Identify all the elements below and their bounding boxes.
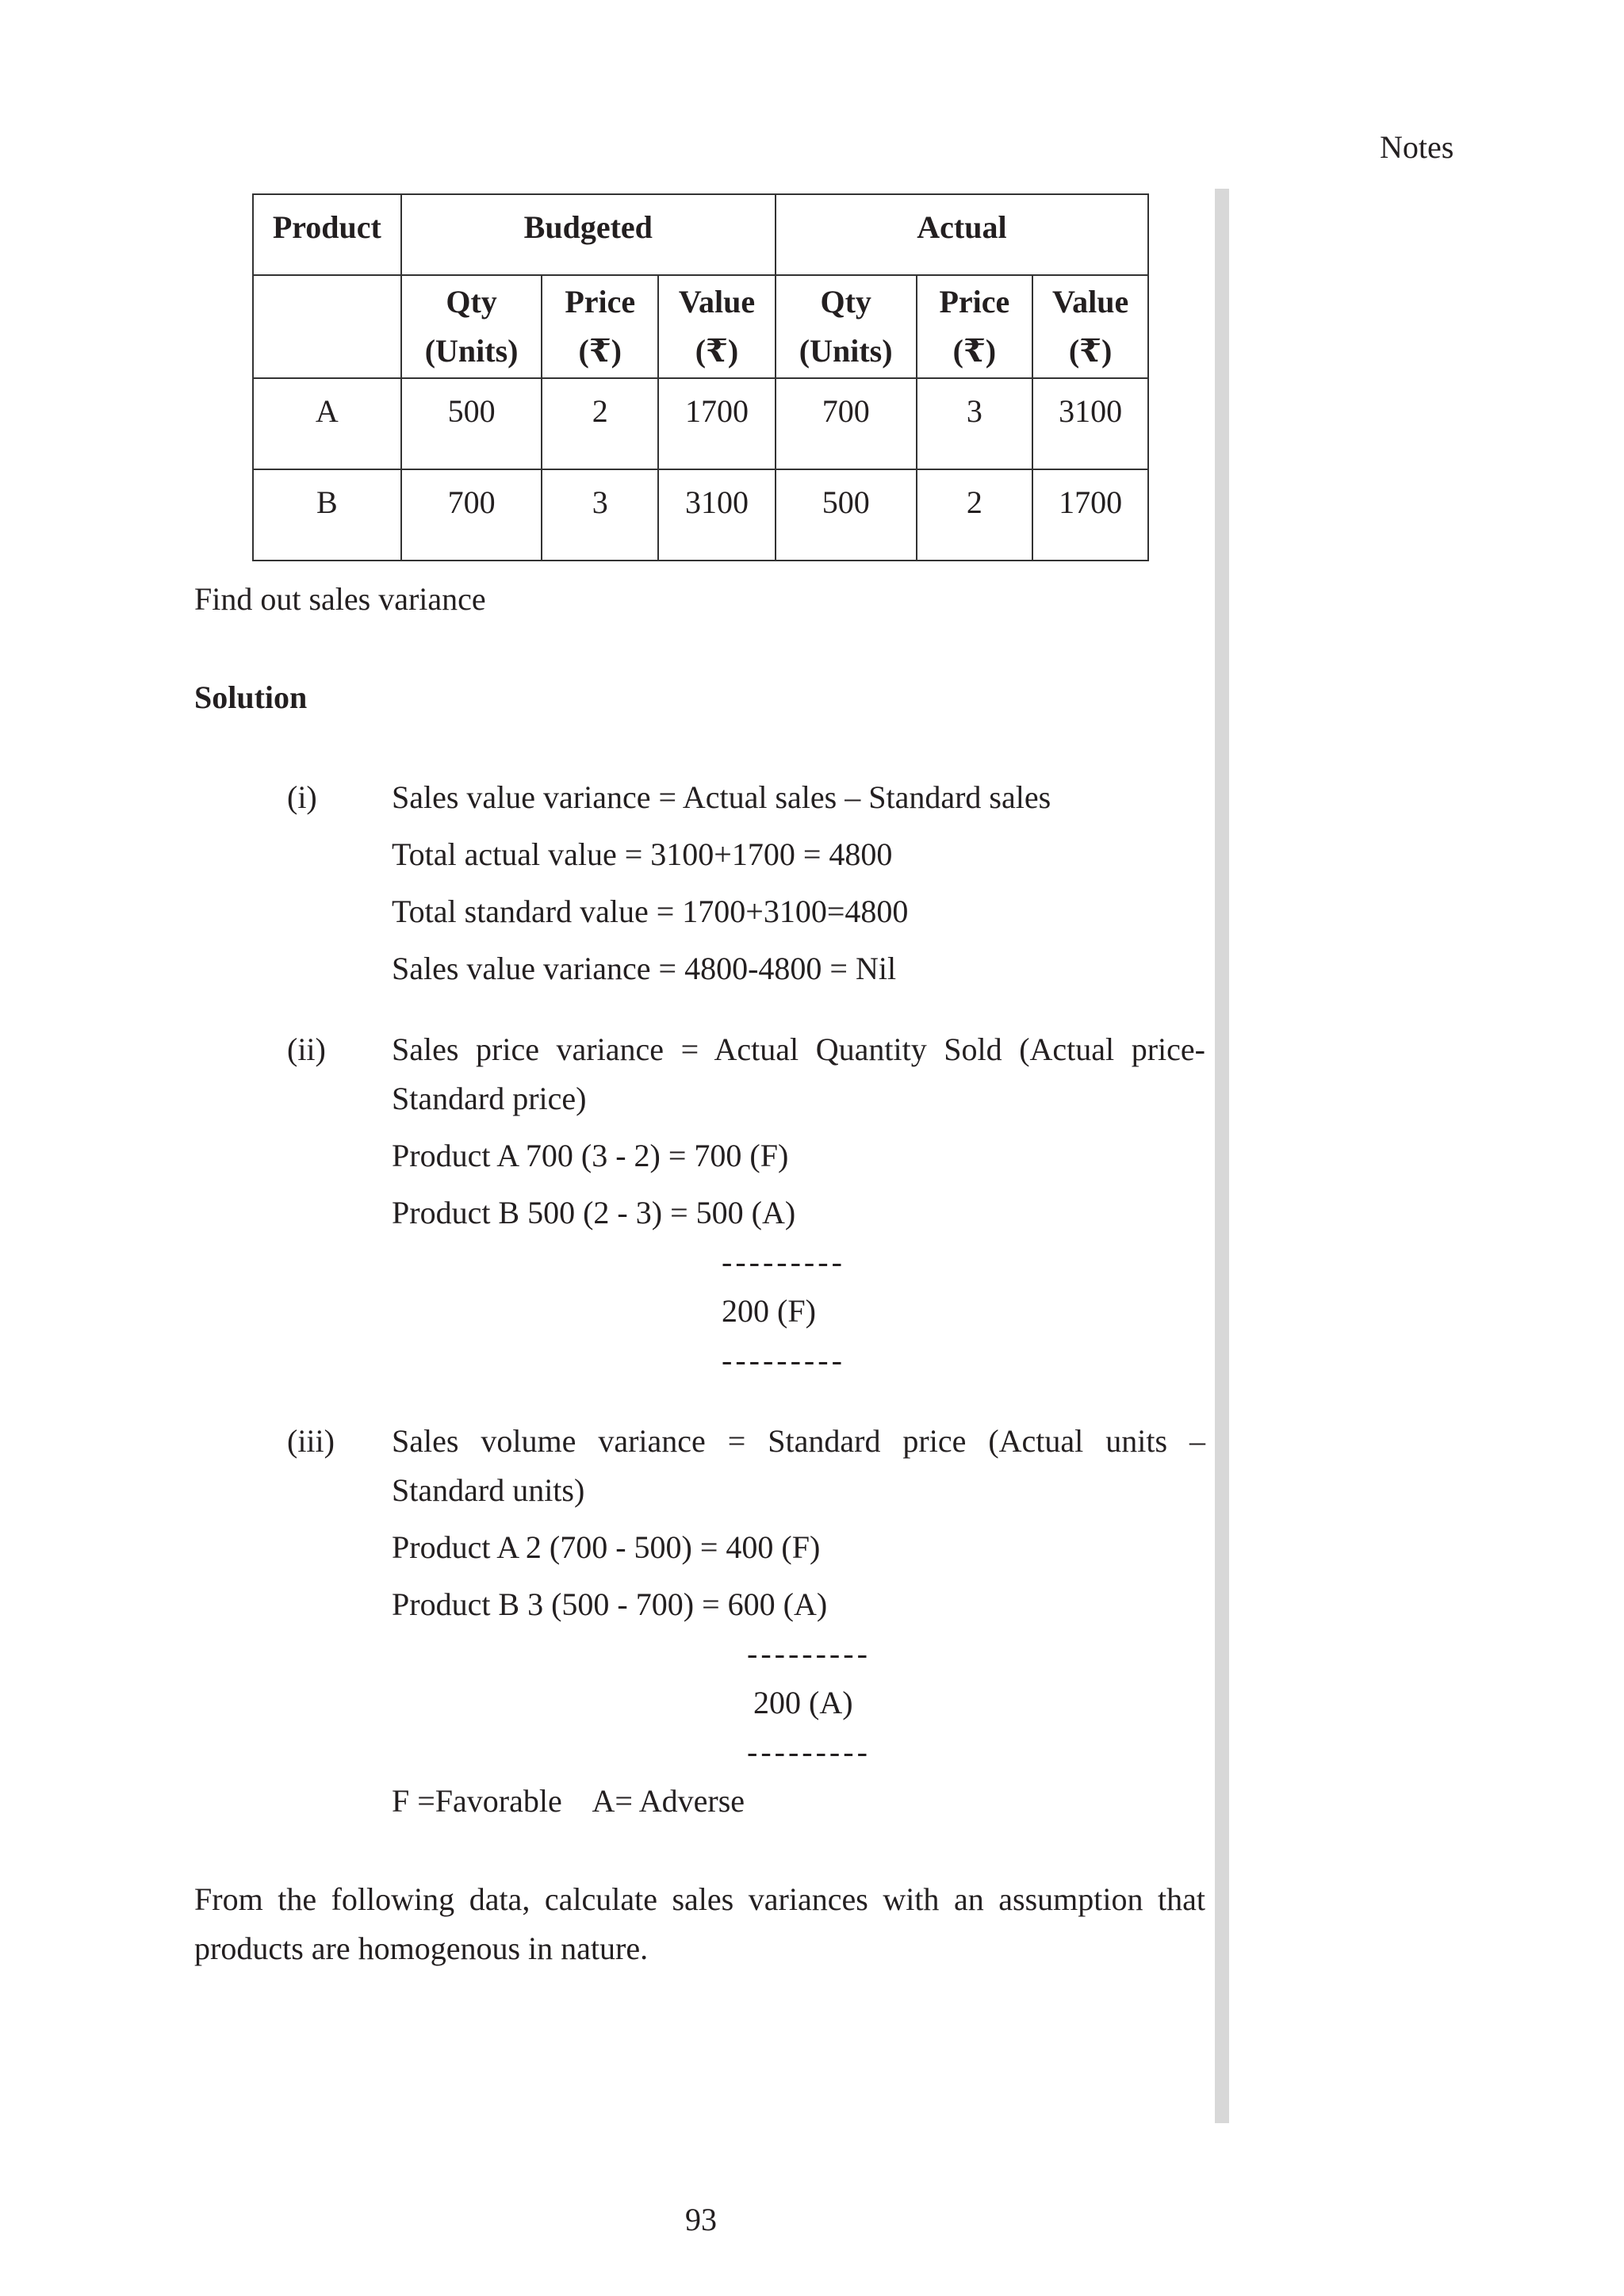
subheader-cell: Value (₹) (658, 275, 776, 378)
subheader-cell: Price (₹) (917, 275, 1033, 378)
part-label: (iii) (287, 1423, 335, 1459)
separator: --------- (722, 1244, 845, 1280)
table-cell: 3 (917, 378, 1033, 469)
formula-line: Standard units) (392, 1472, 585, 1508)
separator: --------- (747, 1636, 871, 1671)
separator: --------- (747, 1734, 871, 1770)
page-number: 93 (685, 2202, 717, 2237)
formula-line: Product B 500 (2 - 3) = 500 (A) (392, 1195, 796, 1230)
formula-line: Product A 700 (3 - 2) = 700 (F) (392, 1138, 789, 1173)
table-cell: 2 (917, 469, 1033, 561)
table-cell: 2 (542, 378, 658, 469)
separator: --------- (722, 1342, 845, 1378)
subheader-cell: Qty (Units) (401, 275, 542, 378)
subheader-cell: Qty (Units) (776, 275, 917, 378)
table-cell: 500 (401, 378, 542, 469)
formula-line: Sales value variance = 4800-4800 = Nil (392, 951, 897, 986)
table-row (253, 378, 1148, 469)
paragraph-line: products are homogenous in nature. (194, 1931, 649, 1966)
formula-line: Sales value variance = Actual sales – Standard sales (392, 779, 1051, 815)
actual-header: Actual (776, 194, 1148, 275)
total-value: 200 (F) (722, 1293, 816, 1329)
part-label: (ii) (287, 1031, 326, 1067)
formula-line: Total standard value = 1700+3100=4800 (392, 894, 909, 929)
margin-bar (1215, 189, 1229, 2123)
notes-label: Notes (1380, 129, 1454, 165)
paragraph-line: From the following data, calculate sales variances with an assumption that (194, 1881, 1205, 1917)
formula-line: Standard price) (392, 1081, 587, 1116)
subheader-cell: Price (₹) (542, 275, 658, 378)
product-header: Product (253, 194, 401, 275)
table-cell (253, 275, 401, 378)
table-cell: 3100 (658, 469, 776, 561)
sales-data-table (252, 193, 1149, 561)
total-value: 200 (A) (753, 1685, 853, 1720)
budgeted-header: Budgeted (401, 194, 776, 275)
formula-line: Product A 2 (700 - 500) = 400 (F) (392, 1529, 821, 1565)
table-cell: 1700 (1032, 469, 1148, 561)
legend-text: F =Favorable A= Adverse (392, 1783, 745, 1819)
formula-line: Total actual value = 3100+1700 = 4800 (392, 836, 893, 872)
part-label: (i) (287, 779, 317, 815)
question-text: Find out sales variance (194, 581, 486, 617)
table-cell: 3 (542, 469, 658, 561)
table-cell: 500 (776, 469, 917, 561)
table-row (253, 469, 1148, 561)
table-cell: 700 (776, 378, 917, 469)
table-cell: 3100 (1032, 378, 1148, 469)
formula-line: Product B 3 (500 - 700) = 600 (A) (392, 1586, 828, 1622)
table-cell: A (253, 378, 401, 469)
formula-line: Sales volume variance = Standard price (Actual units – (392, 1423, 1205, 1459)
solution-heading: Solution (194, 679, 308, 715)
table-cell: B (253, 469, 401, 561)
table-cell: 1700 (658, 378, 776, 469)
subheader-cell: Value (₹) (1032, 275, 1148, 378)
formula-line: Sales price variance = Actual Quantity Sold (Actual price- (392, 1031, 1205, 1067)
table-cell: 700 (401, 469, 542, 561)
